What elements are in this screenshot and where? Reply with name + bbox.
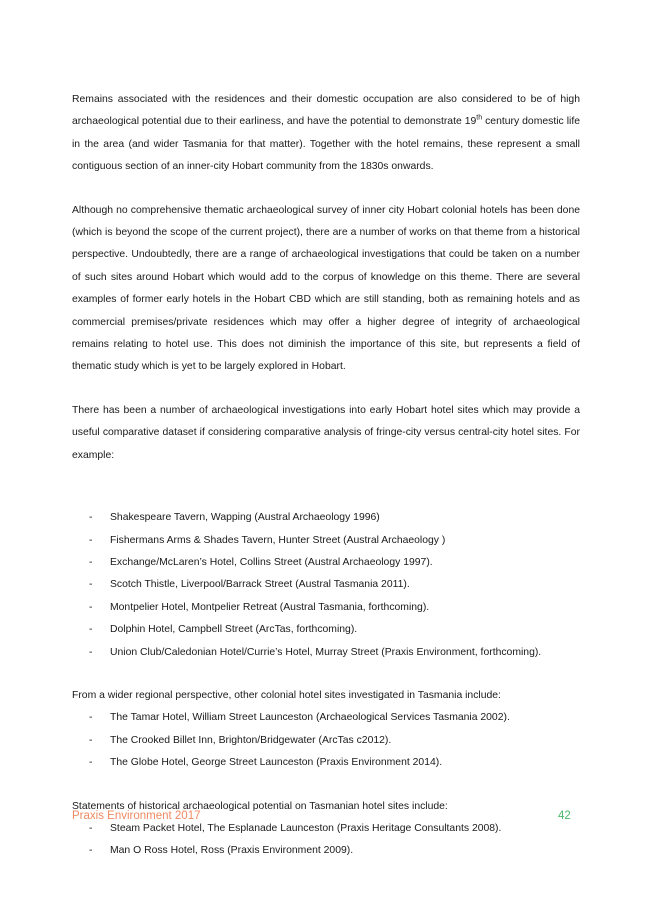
list-item: - Shakespeare Tavern, Wapping (Austral Archaeology 1996) (89, 512, 380, 524)
list-item: - The Crooked Billet Inn, Brighton/Bridgewater (ArcTas c2012). (89, 734, 392, 746)
regional-hotel-list (72, 707, 580, 774)
paragraph-regional: From a wider regional perspective, other colonial hotel sites investigated in Tasmania include: (72, 689, 501, 701)
list-item: - Scotch Thistle, Liverpool/Barrack Street (Austral Tasmania 2011). (89, 579, 410, 591)
list-item: - Exchange/McLaren’s Hotel, Collins Street (Austral Archaeology 1997). (89, 556, 433, 568)
list-item: - Man O Ross Hotel, Ross (Praxis Environment 2009). (89, 845, 354, 857)
paragraph-residences (72, 89, 580, 179)
list-item: - Union Club/Caledonian Hotel/Currie’s Hotel, Murray Street (Praxis Environment, forthcoming). (89, 646, 542, 658)
footer-company: Praxis Environment 2017 (72, 810, 201, 822)
hobart-hotel-list (72, 507, 580, 664)
list-item: - The Globe Hotel, George Street Launceston (Praxis Environment 2014). (89, 757, 443, 769)
list-item: - Fishermans Arms & Shades Tavern, Hunter Street (Austral Archaeology ) (89, 534, 446, 546)
paragraph-statements: Statements of historical archaeological potential on Tasmanian hotel sites include: (72, 800, 448, 812)
body-content (72, 89, 580, 863)
list-item: - The Tamar Hotel, William Street Launceston (Archaeological Services Tasmania 2002). (89, 712, 510, 724)
list-item: - Steam Packet Hotel, The Esplanade Launceston (Praxis Heritage Consultants 2008). (89, 822, 502, 834)
page-number: 42 (558, 810, 571, 822)
statements-list (72, 818, 580, 863)
paragraph-thematic-survey: Although no comprehensive thematic archaeological survey of inner city Hobart colonial hotels has been done (which is beyond the scope of the current project), there are a number of works on that theme from a historical perspective. Undoubtedly, there are a range of archaeological investigations that could be taken on a number of such sites around Hobart which would add to the corpus of knowledge on this theme. There are several examples of former early hotels in the Hobart CBD which are still standing, both as remaining hotels and as commercial premises/private residences which may offer a higher degree of integrity of archaeological remains relating to hotel use. This does not diminish the importance of this site, but represents a field of thematic study which is yet to be largely explored in Hobart. (72, 204, 580, 373)
superscript: th (476, 114, 483, 122)
paragraph-text: century domestic life in the area (and wider Tasmania for that matter). Together with the hotel remains, these represent a small contiguous section of an inner-city Hobart community from the 1830s onwards. (72, 116, 580, 173)
list-item: - Montpelier Hotel, Montpelier Retreat (Austral Tasmania, forthcoming). (89, 601, 430, 613)
paragraph-text: Remains associated with the residences and their domestic occupation are also considered to be of high archaeological potential due to their earliness, and have the potential to demonstrate 19 (72, 94, 580, 128)
paragraph-hobart-investigations: There has been a number of archaeological investigations into early Hobart hotel sites which may provide a useful comparative dataset if considering comparative analysis of fringe-city versus central-city hotel sites. For example: (72, 404, 580, 461)
list-item: - Dolphin Hotel, Campbell Street (ArcTas, forthcoming). (89, 624, 358, 636)
